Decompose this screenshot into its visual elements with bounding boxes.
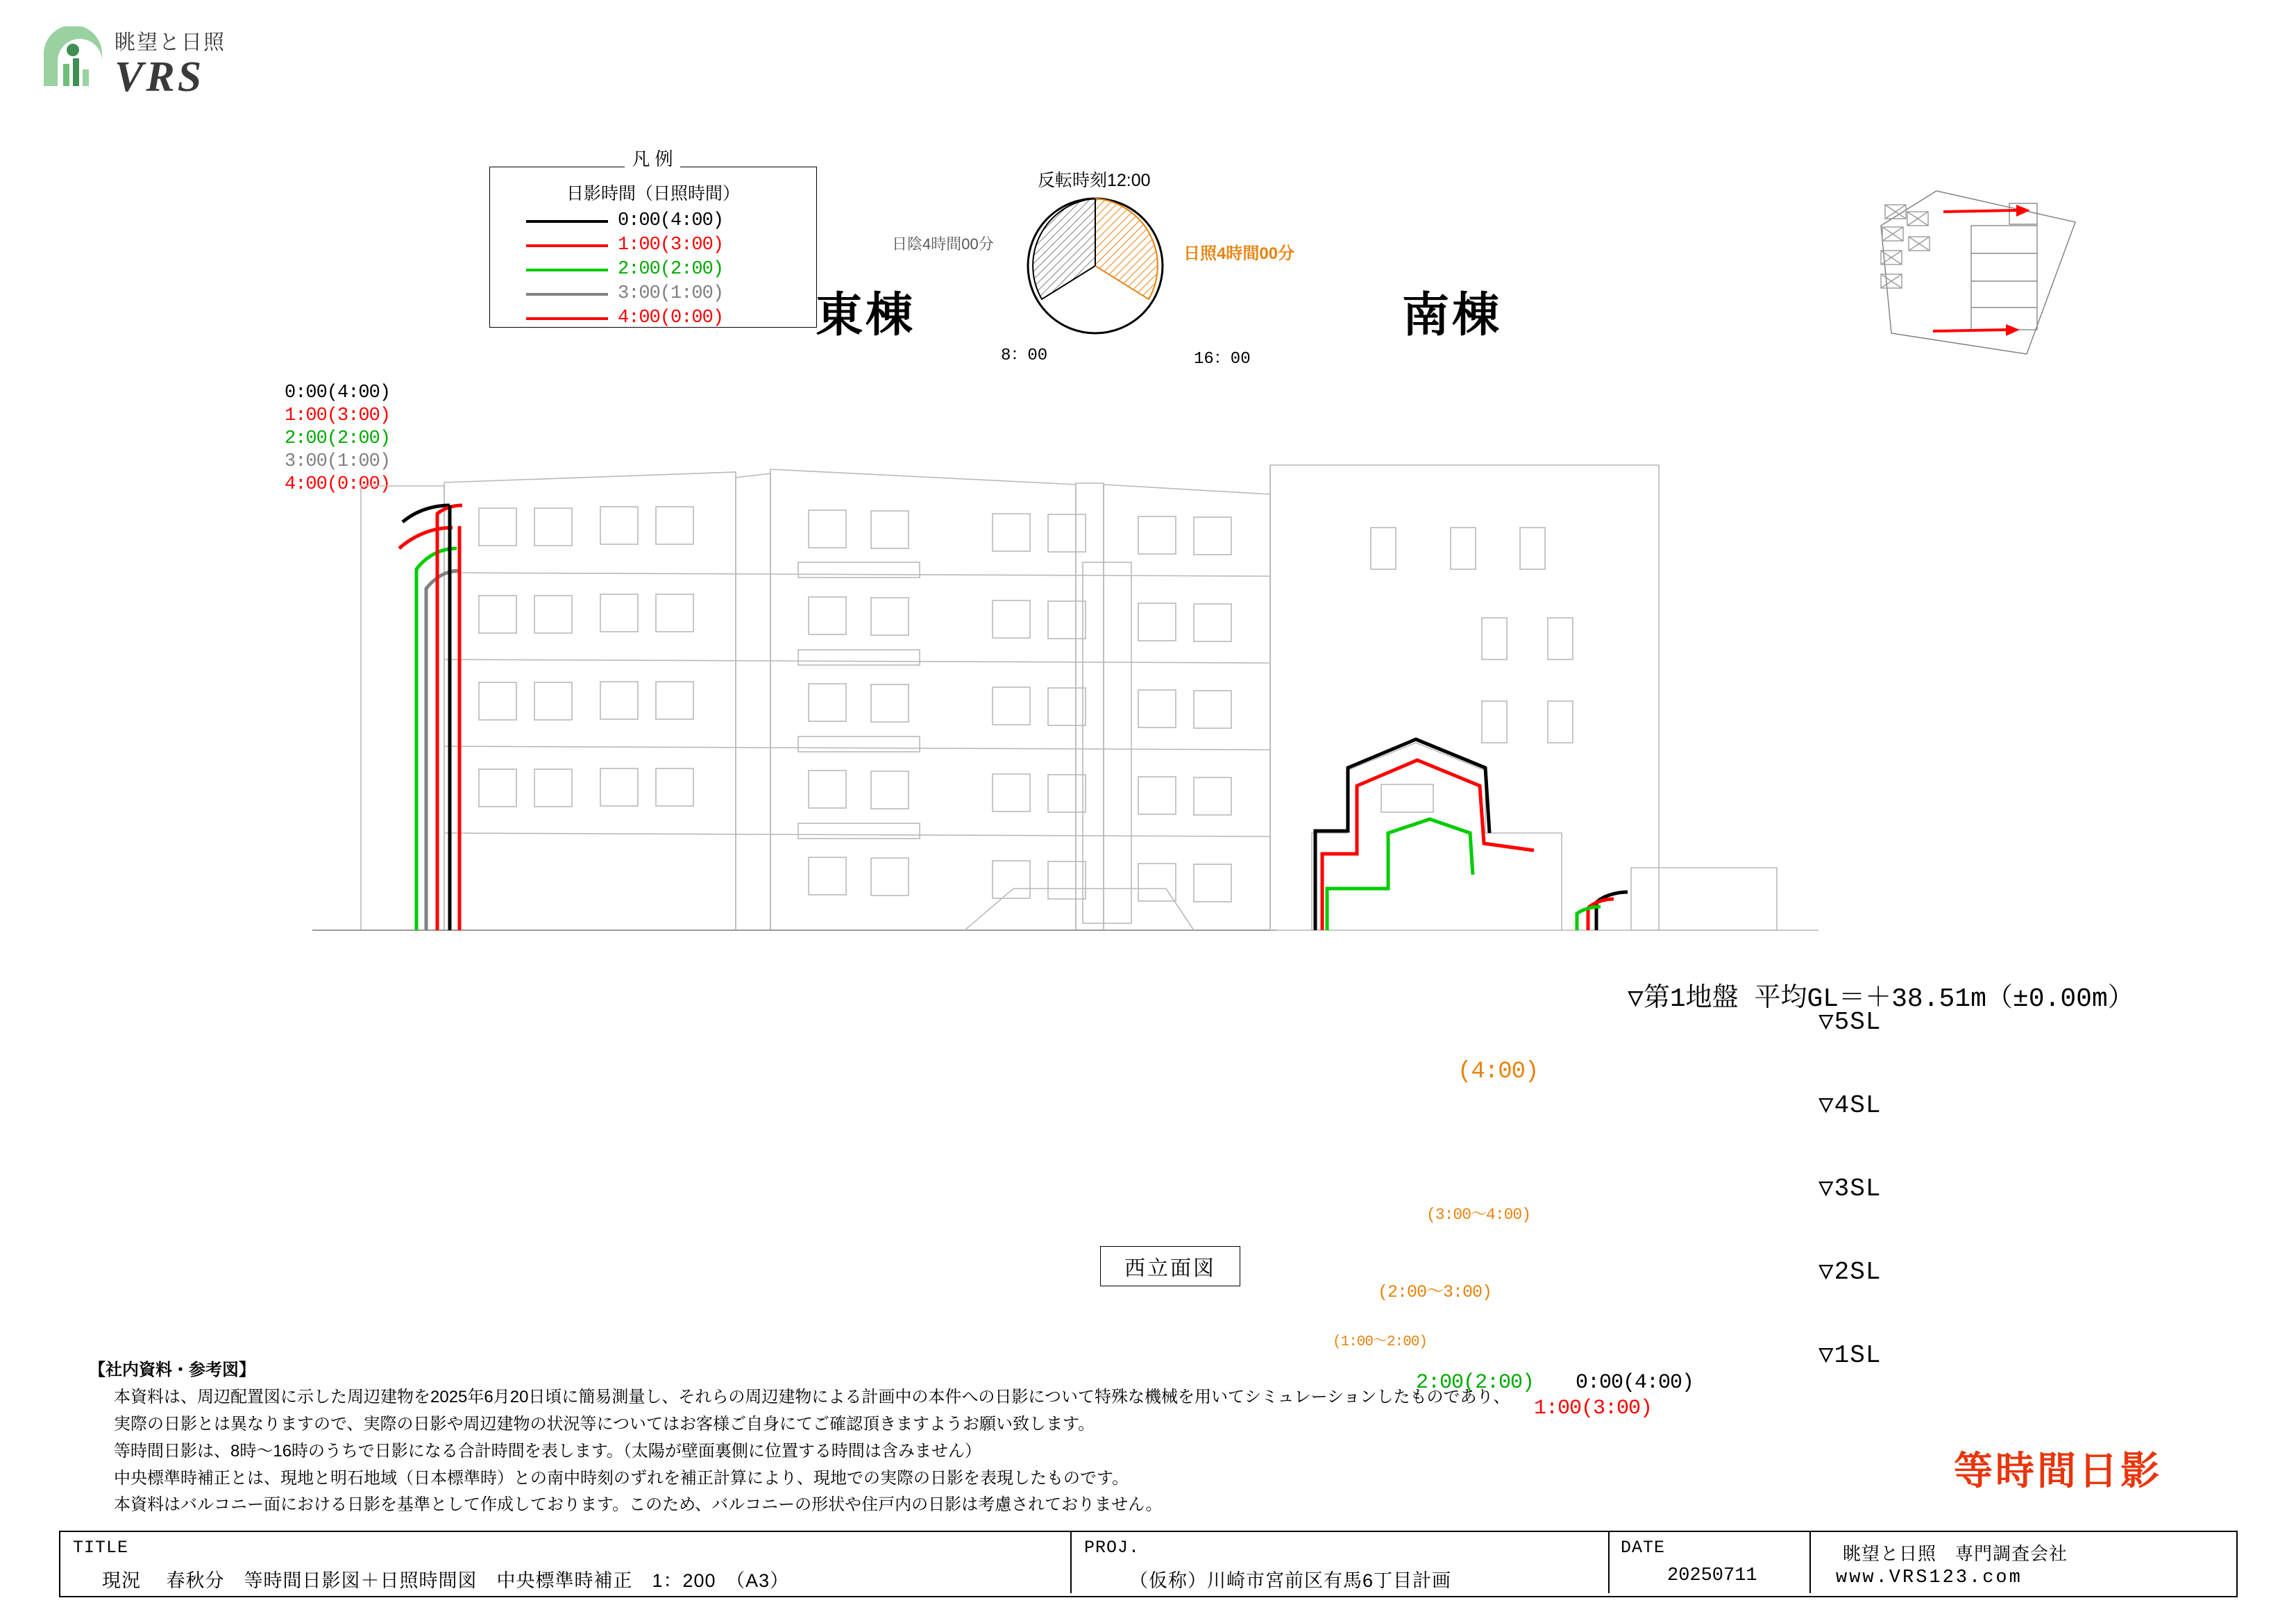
block-name-east: 東棟 <box>816 289 916 342</box>
legend-label: 3:00(1:00) <box>618 283 724 304</box>
notes-block <box>89 1357 1510 1519</box>
level-label-2sl: ▽2SL <box>1818 1258 1882 1286</box>
shadow-annotation-1-2h: (1:00～2:00) <box>1333 1334 1428 1350</box>
sun-shade-clock-diagram <box>1024 194 1170 340</box>
legend-box <box>489 149 817 328</box>
shadow-annotation-2-3h: (2:00～3:00) <box>1378 1282 1492 1302</box>
level-label-3sl: ▽3SL <box>1818 1175 1882 1203</box>
clock-tick-16: 16：00 <box>1194 350 1251 369</box>
clock-shade-label: 日陰4時間00分 <box>892 235 994 253</box>
company-url[interactable]: www.VRS123.com <box>1836 1567 2023 1588</box>
legend-swatch <box>526 244 608 247</box>
overlay-legend-label: 3:00(1:00) <box>285 451 391 472</box>
overlay-legend-label: 2:00(2:00) <box>285 428 391 449</box>
view-title-text: 西立面図 <box>1124 1257 1216 1280</box>
logo-title: VRS <box>115 53 205 101</box>
proj-label: PROJ. <box>1084 1538 1140 1558</box>
company-name: 眺望と日照 専門調査会社 <box>1843 1543 2068 1564</box>
notes-line: 中央標準時補正とは、現地と明石地域（日本標準時）との南中時刻のずれを補正計算により、現地での実際の日影を表現したものです。 <box>114 1468 1129 1488</box>
shadow-annotation-200: 2:00(2:00) <box>1416 1371 1535 1395</box>
clock-reverse-time-label: 反転時刻12:00 <box>1038 171 1151 190</box>
notes-line: 実際の日影とは異なりますので、実際の日影や周辺建物の状況等についてはお客様ご自身にてご確認頂きますようお願い致します。 <box>114 1414 1095 1433</box>
ground-level-note: ▽第1地盤 平均GL＝＋38.51m（±0.00m） <box>1628 984 2134 1014</box>
legend-label: 4:00(0:00) <box>618 308 724 328</box>
divider <box>1608 1532 1610 1593</box>
block-name-south: 南棟 <box>1402 289 1503 342</box>
date-label: DATE <box>1621 1538 1666 1558</box>
divider <box>1070 1532 1072 1593</box>
notes-heading: 【社内資料・参考図】 <box>89 1361 255 1379</box>
view-title-box <box>1100 1246 1240 1286</box>
title-label: TITLE <box>73 1538 129 1558</box>
level-label-4sl: ▽4SL <box>1818 1091 1882 1120</box>
logo <box>38 19 274 103</box>
legend-label: 1:00(3:00) <box>618 235 724 255</box>
overlay-legend-label: 4:00(0:00) <box>285 473 391 495</box>
date-value: 20250711 <box>1667 1565 1757 1586</box>
notes-line: 本資料はバルコニー面における日影を基準として作成しております。このため、バルコニーの形状や住戸内の日影は考慮されておりません。 <box>114 1495 1163 1515</box>
legend-title: 日影時間（日照時間） <box>566 184 740 203</box>
legend-label: 2:00(2:00) <box>618 259 724 280</box>
divider <box>1809 1532 1811 1593</box>
legend-swatch <box>526 269 608 271</box>
shadow-annotation-100: 1:00(3:00) <box>1534 1397 1653 1420</box>
shadow-annotation-3-4h: (3:00～4:00) <box>1426 1206 1531 1224</box>
notes-line: 本資料は、周辺配置図に示した周辺建物を2025年6月20日頃に簡易測量し、それらの周辺建物による計画中の本件への日影について特殊な機械を用いてシミュレーションしたものであり、 <box>114 1387 1510 1406</box>
title-value: 現況 春秋分 等時間日影図＋日照時間図 中央標準時補正 1：200 （A3） <box>102 1570 790 1591</box>
clock-sun-label: 日照4時間00分 <box>1183 244 1295 263</box>
logo-subtitle: 眺望と日照 <box>115 31 226 54</box>
shadow-annotation-000: 0:00(4:00) <box>1576 1371 1694 1395</box>
west-elevation-drawing <box>0 444 2296 1000</box>
sheet-big-title: 等時間日影 <box>1954 1449 2162 1492</box>
overlay-legend-label: 1:00(3:00) <box>285 405 391 426</box>
level-label-1sl: ▽1SL <box>1818 1341 1882 1370</box>
legend-swatch <box>526 220 608 223</box>
level-label-5sl: ▽5SL <box>1818 1008 1882 1036</box>
legend-label: 0:00(4:00) <box>618 210 724 231</box>
legend-swatch <box>526 293 608 296</box>
clock-tick-8: 8：00 <box>1001 346 1048 365</box>
legend-caption-wrap <box>489 145 816 171</box>
shadow-annotation-4h: (4:00) <box>1458 1059 1539 1085</box>
legend-swatch <box>526 317 608 320</box>
vrs-logo-icon <box>38 26 108 96</box>
site-key-map <box>1867 184 2089 364</box>
overlay-legend-label: 0:00(4:00) <box>285 382 391 403</box>
notes-line: 等時間日影は、8時～16時のうちで日影になる合計時間を表します。（太陽が壁面裏側に位置する時間は含みません） <box>114 1441 981 1461</box>
proj-value: （仮称）川崎市宮前区有馬6丁目計画 <box>1129 1570 1452 1591</box>
legend-caption: 凡 例 <box>625 149 679 169</box>
